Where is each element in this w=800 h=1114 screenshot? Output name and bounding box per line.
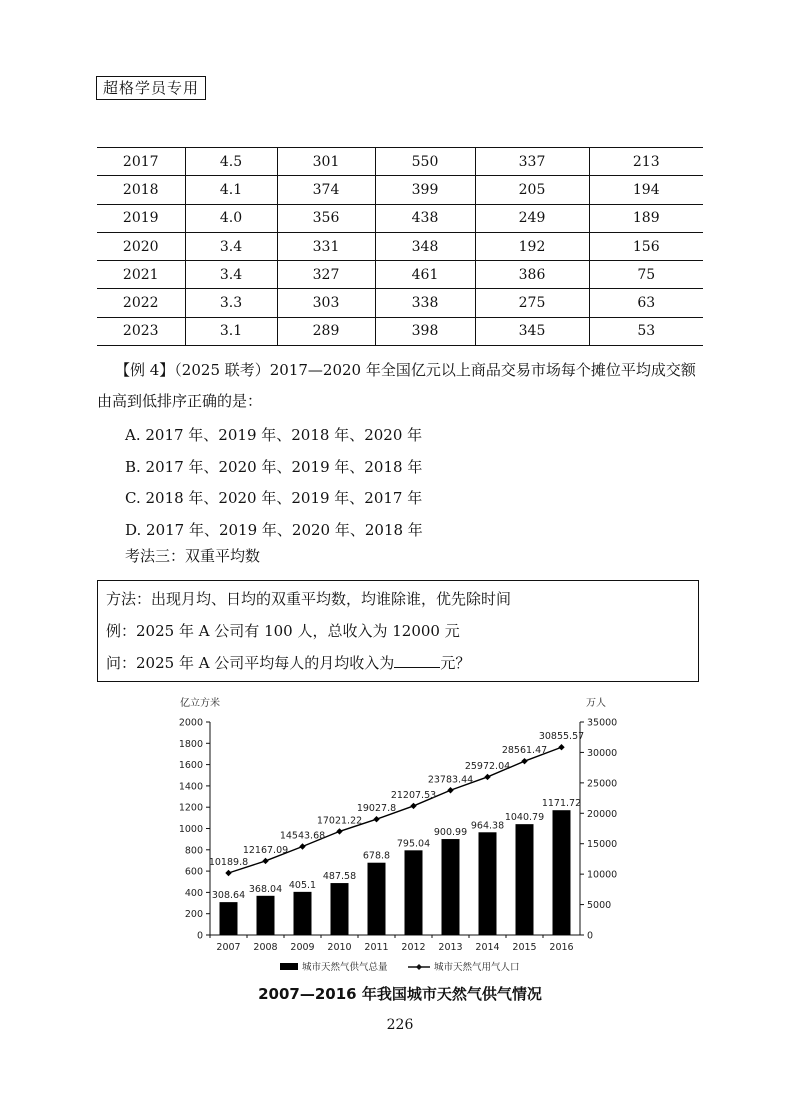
question-block bbox=[97, 355, 707, 417]
line-value-label: 14543.68 bbox=[279, 830, 326, 842]
legend-line-label: 城市天然气用气人口 bbox=[434, 962, 520, 973]
x-tick-label: 2013 bbox=[438, 942, 463, 953]
table-cell: 386 bbox=[475, 261, 589, 289]
table-cell: 192 bbox=[475, 232, 589, 260]
bar-value-label: 368.04 bbox=[248, 883, 283, 895]
table-row bbox=[97, 176, 703, 204]
table-cell: 3.3 bbox=[185, 289, 277, 317]
left-tick-label: 1400 bbox=[178, 781, 203, 793]
line-point bbox=[336, 828, 342, 834]
bar-value-label: 405.1 bbox=[288, 879, 317, 891]
line-point bbox=[521, 758, 527, 764]
right-tick-label: 5000 bbox=[587, 900, 612, 912]
data-table bbox=[97, 147, 703, 346]
table-row bbox=[97, 261, 703, 289]
line-value-label: 17021.22 bbox=[316, 815, 363, 827]
line-point bbox=[558, 744, 564, 750]
left-tick-label: 200 bbox=[184, 909, 203, 921]
table-cell: 438 bbox=[375, 204, 475, 232]
line-value-label: 23783.44 bbox=[427, 774, 474, 786]
method-line: 方法：出现月均、日均的双重平均数，均谁除谁，优先除时间 bbox=[106, 590, 512, 608]
table-row bbox=[97, 317, 703, 345]
line-value-label: 25972.04 bbox=[464, 760, 511, 772]
table-row bbox=[97, 232, 703, 260]
table-cell: 75 bbox=[589, 261, 703, 289]
table-cell: 2019 bbox=[97, 204, 185, 232]
bar-value-label: 308.64 bbox=[211, 890, 246, 902]
bar-value-label: 795.04 bbox=[396, 838, 431, 850]
table-cell: 4.1 bbox=[185, 176, 277, 204]
table-cell: 345 bbox=[475, 317, 589, 345]
table-cell: 189 bbox=[589, 204, 703, 232]
table-cell: 63 bbox=[589, 289, 703, 317]
right-tick-label: 20000 bbox=[587, 808, 618, 820]
table-cell: 2023 bbox=[97, 317, 185, 345]
option-a: A. 2017 年、2019 年、2018 年、2020 年 bbox=[125, 426, 423, 444]
table-row bbox=[97, 289, 703, 317]
options-list bbox=[125, 420, 423, 546]
table-cell: 4.0 bbox=[185, 204, 277, 232]
table-cell: 289 bbox=[277, 317, 375, 345]
table-cell: 303 bbox=[277, 289, 375, 317]
table-cell: 205 bbox=[475, 176, 589, 204]
table-cell: 3.4 bbox=[185, 261, 277, 289]
table-cell: 356 bbox=[277, 204, 375, 232]
table-cell: 348 bbox=[375, 232, 475, 260]
bar bbox=[553, 810, 571, 935]
chart-title: 2007—2016 年我国城市天然气供气情况 bbox=[258, 985, 542, 1003]
table-cell: 374 bbox=[277, 176, 375, 204]
question-line-end: 元？ bbox=[440, 654, 471, 672]
left-tick-label: 1800 bbox=[178, 738, 203, 750]
x-tick-label: 2012 bbox=[401, 942, 426, 953]
left-tick-label: 0 bbox=[196, 930, 203, 942]
option-d: D. 2017 年、2019 年、2020 年、2018 年 bbox=[125, 520, 423, 539]
table-cell: 2022 bbox=[97, 289, 185, 317]
left-tick-label: 1600 bbox=[178, 760, 203, 772]
line-value-label: 10189.8 bbox=[208, 856, 249, 868]
left-axis-label: 亿立方米 bbox=[180, 698, 220, 709]
table-cell: 550 bbox=[375, 148, 475, 176]
legend-bar-label: 城市天然气供气总量 bbox=[302, 962, 388, 973]
line-point bbox=[299, 843, 305, 849]
bar bbox=[220, 902, 238, 935]
bar-value-label: 964.38 bbox=[470, 820, 505, 832]
right-tick-label: 15000 bbox=[587, 839, 618, 851]
bar-value-label: 487.58 bbox=[322, 871, 357, 883]
right-tick-label: 25000 bbox=[587, 778, 618, 790]
table-cell: 2018 bbox=[97, 176, 185, 204]
answer-blank bbox=[394, 653, 440, 668]
table-cell: 337 bbox=[475, 148, 589, 176]
chart-svg bbox=[160, 690, 620, 985]
table-cell: 327 bbox=[277, 261, 375, 289]
line-value-label: 28561.47 bbox=[501, 745, 548, 757]
bar bbox=[257, 896, 275, 935]
table-cell: 3.1 bbox=[185, 317, 277, 345]
table-cell: 461 bbox=[375, 261, 475, 289]
chart-container bbox=[160, 690, 620, 985]
left-tick-label: 2000 bbox=[178, 717, 203, 729]
left-tick-label: 1200 bbox=[178, 802, 203, 814]
table-cell: 4.5 bbox=[185, 148, 277, 176]
line-value-label: 21207.53 bbox=[390, 789, 437, 801]
right-tick-label: 0 bbox=[587, 930, 594, 942]
table-cell: 338 bbox=[375, 289, 475, 317]
table-cell: 275 bbox=[475, 289, 589, 317]
table-cell: 53 bbox=[589, 317, 703, 345]
line-value-label: 30855.57 bbox=[538, 731, 585, 743]
left-tick-label: 1000 bbox=[178, 824, 203, 835]
x-tick-label: 2008 bbox=[253, 942, 278, 953]
x-tick-label: 2016 bbox=[549, 942, 574, 953]
legend-bar-swatch bbox=[280, 963, 298, 970]
x-tick-label: 2015 bbox=[512, 942, 537, 953]
example-line: 例：2025 年 A 公司有 100 人，总收入为 12000 元 bbox=[106, 622, 460, 640]
question-line bbox=[106, 647, 698, 679]
bar-value-label: 1171.72 bbox=[541, 798, 582, 810]
bar bbox=[516, 824, 534, 935]
table-cell: 2017 bbox=[97, 148, 185, 176]
table-cell: 249 bbox=[475, 204, 589, 232]
table-cell: 194 bbox=[589, 176, 703, 204]
stamp-label: 超格学员专用 bbox=[96, 76, 206, 100]
bar bbox=[368, 863, 386, 935]
x-tick-label: 2014 bbox=[475, 942, 500, 953]
left-tick-label: 800 bbox=[184, 845, 203, 857]
bar bbox=[331, 883, 349, 935]
bar bbox=[294, 892, 312, 935]
right-tick-label: 10000 bbox=[587, 869, 618, 881]
line-value-label: 12167.09 bbox=[242, 844, 289, 856]
left-tick-label: 600 bbox=[184, 866, 203, 878]
right-tick-label: 35000 bbox=[587, 717, 618, 729]
line-point bbox=[447, 787, 453, 793]
table-cell: 301 bbox=[277, 148, 375, 176]
table-row bbox=[97, 204, 703, 232]
line-point bbox=[225, 870, 231, 876]
table-cell: 331 bbox=[277, 232, 375, 260]
bar-value-label: 1040.79 bbox=[504, 812, 545, 824]
table-cell: 399 bbox=[375, 176, 475, 204]
table-row bbox=[97, 148, 703, 176]
page-number: 226 bbox=[386, 1017, 414, 1033]
question-line-start: 问：2025 年 A 公司平均每人的月均收入为 bbox=[106, 654, 395, 672]
table-cell: 2021 bbox=[97, 261, 185, 289]
line-point bbox=[410, 803, 416, 809]
table-cell: 156 bbox=[589, 232, 703, 260]
method-box bbox=[97, 580, 699, 682]
option-b: B. 2017 年、2020 年、2019 年、2018 年 bbox=[125, 457, 423, 476]
bar bbox=[442, 839, 460, 935]
section-title: 考法三：双重平均数 bbox=[125, 547, 261, 565]
right-axis-label: 万人 bbox=[586, 698, 606, 709]
bar bbox=[405, 850, 423, 935]
bar-value-label: 678.8 bbox=[362, 850, 391, 862]
x-tick-label: 2009 bbox=[290, 942, 315, 953]
table-cell: 2020 bbox=[97, 232, 185, 260]
line-value-label: 19027.8 bbox=[356, 803, 397, 815]
x-tick-label: 2007 bbox=[216, 942, 241, 953]
right-tick-label: 30000 bbox=[587, 747, 618, 759]
question-text: 【例 4】（2025 联考）2017—2020 年全国亿元以上商品交易市场每个摊位平均成交额由高到低排序正确的是： bbox=[97, 361, 696, 410]
option-c: C. 2018 年、2020 年、2019 年、2017 年 bbox=[125, 489, 423, 507]
table-cell: 213 bbox=[589, 148, 703, 176]
line-point bbox=[373, 816, 379, 822]
table-cell: 3.4 bbox=[185, 232, 277, 260]
bar bbox=[479, 832, 497, 935]
left-tick-label: 400 bbox=[184, 887, 203, 899]
x-tick-label: 2011 bbox=[364, 942, 389, 953]
line-point bbox=[484, 774, 490, 780]
x-tick-label: 2010 bbox=[327, 942, 352, 953]
line-point bbox=[262, 858, 268, 864]
bar-value-label: 900.99 bbox=[433, 827, 468, 839]
table-cell: 398 bbox=[375, 317, 475, 345]
legend-line-marker bbox=[416, 964, 422, 970]
